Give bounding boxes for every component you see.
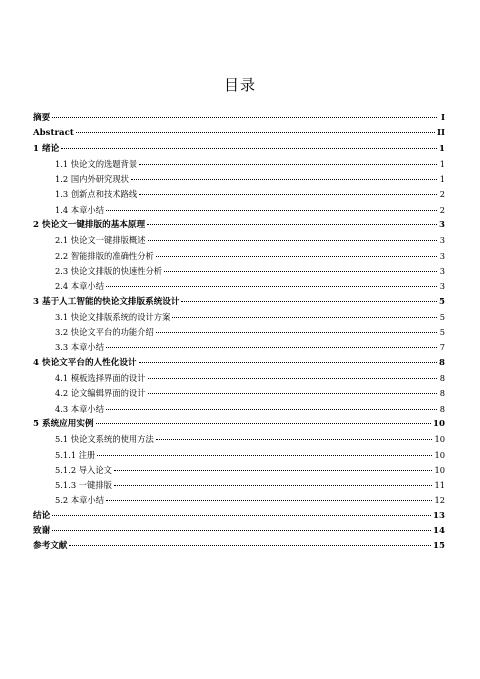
toc-entry-page-number: 15 [433, 541, 445, 552]
toc-entry[interactable] [33, 126, 445, 141]
toc-dot-leader [164, 271, 437, 272]
toc-entry-label: Abstract [33, 128, 74, 139]
toc-entry-page-number: 13 [433, 510, 445, 521]
toc-entry[interactable] [33, 142, 445, 157]
toc-entry[interactable] [33, 203, 445, 218]
toc-dot-leader [172, 317, 437, 318]
toc-entry[interactable] [33, 539, 445, 554]
toc-entry-label: 2.3 快论文排版的快速性分析 [55, 265, 163, 276]
toc-dot-leader [52, 515, 431, 516]
toc-dot-leader [106, 409, 437, 410]
toc-entry[interactable] [33, 463, 445, 478]
toc-entry-page-number: 14 [433, 526, 445, 537]
toc-entry[interactable] [33, 111, 445, 126]
toc-dot-leader [106, 210, 437, 211]
toc-entry-label: 4.3 本章小结 [55, 403, 105, 414]
toc-entry-page-number: 1 [439, 174, 445, 185]
toc-entry-label: 5.1.2 导入论文 [55, 464, 112, 475]
toc-entry-label: 1.2 国内外研究现状 [55, 174, 129, 185]
toc-dot-leader [106, 347, 437, 348]
toc-dot-leader [139, 194, 437, 195]
toc-dot-leader [76, 132, 435, 133]
toc-entry-label: 5.2 本章小结 [55, 495, 105, 506]
toc-entry-page-number: 5 [439, 296, 445, 307]
toc-entry-page-number: 2 [439, 204, 445, 215]
toc-entry-page-number: 1 [439, 143, 445, 154]
toc-dot-leader [148, 240, 437, 241]
toc-entry-label: 结论 [33, 510, 51, 521]
toc-entry-label: 1.4 本章小结 [55, 204, 105, 215]
toc-entry-page-number: 10 [434, 434, 445, 445]
toc-dot-leader [139, 164, 437, 165]
toc-entry[interactable] [33, 478, 445, 493]
toc-entry[interactable] [33, 371, 445, 386]
toc-entry-label: 3 基于人工智能的快论文排版系统设计 [33, 296, 180, 307]
toc-entry-page-number: II [436, 128, 445, 139]
toc-entry-page-number: 8 [439, 373, 445, 384]
toc-entry[interactable] [33, 386, 445, 401]
toc-dot-leader [52, 530, 431, 531]
toc-entry-page-number: 8 [439, 403, 445, 414]
toc-dot-leader [139, 362, 437, 363]
toc-entry-label: 摘要 [33, 113, 51, 123]
toc-entry-page-number: 10 [434, 464, 445, 475]
toc-dot-leader [97, 455, 432, 456]
toc-entry[interactable] [33, 432, 445, 447]
toc-entry-label: 1 绪论 [33, 143, 60, 154]
toc-entry-label: 致谢 [33, 526, 51, 537]
toc-entry[interactable] [33, 249, 445, 264]
toc-dot-leader [106, 500, 432, 501]
toc-entry-page-number: 5 [439, 327, 445, 338]
toc-entry-page-number: 12 [434, 495, 445, 506]
toc-dot-leader [148, 393, 437, 394]
toc-entry-page-number: I [440, 113, 445, 123]
toc-entry-label: 1.3 创新点和技术路线 [55, 189, 138, 200]
toc-entry[interactable] [33, 295, 445, 310]
toc-entry-label: 3.1 快论文排版系统的设计方案 [55, 311, 171, 322]
toc-dot-leader [181, 301, 437, 302]
toc-dot-leader [131, 179, 437, 180]
toc-entry[interactable] [33, 493, 445, 508]
toc-dot-leader [156, 332, 437, 333]
toc-dot-leader [114, 485, 433, 486]
toc-entry-label: 4.1 模板选择界面的设计 [55, 373, 146, 384]
toc-entry-label: 3.2 快论文平台的功能介绍 [55, 327, 154, 338]
toc-dot-leader [69, 545, 431, 546]
toc-dot-leader [106, 286, 437, 287]
toc-entry[interactable] [33, 402, 445, 417]
toc-entry-label: 5 系统应用实例 [33, 418, 94, 429]
toc-entry-label: 5.1.3 一键排版 [55, 480, 112, 491]
toc-entry-page-number: 8 [439, 388, 445, 399]
toc-entry-label: 5.1.1 注册 [55, 449, 96, 460]
toc-entry[interactable] [33, 187, 445, 202]
toc-entry-page-number: 3 [439, 220, 445, 231]
toc-entry-label: 2.4 本章小结 [55, 281, 105, 292]
toc-entry-label: 2.2 智能排版的准确性分析 [55, 250, 154, 261]
toc-entry[interactable] [33, 310, 445, 325]
toc-entry[interactable] [33, 524, 445, 539]
toc-entry-label: 3.3 本章小结 [55, 342, 105, 353]
toc-entry-label: 2.1 快论文一键排版概述 [55, 235, 146, 246]
toc-entry-label: 5.1 快论文系统的使用方法 [55, 434, 154, 445]
toc-entry-label: 1.1 快论文的选题背景 [55, 158, 138, 169]
toc-entry[interactable] [33, 157, 445, 172]
toc-dot-leader [96, 423, 431, 424]
toc-entry[interactable] [33, 448, 445, 463]
toc-entry[interactable] [33, 264, 445, 279]
toc-dot-leader [61, 148, 437, 149]
toc-entry[interactable] [33, 509, 445, 524]
toc-entry[interactable] [33, 417, 445, 432]
toc-entry-label: 2 快论文一键排版的基本原理 [33, 220, 146, 231]
toc-entry[interactable] [33, 218, 445, 233]
toc-entry-page-number: 10 [434, 449, 445, 460]
table-of-contents [33, 111, 445, 555]
toc-dot-leader [147, 224, 437, 225]
toc-entry[interactable] [33, 325, 445, 340]
toc-entry-page-number: 3 [439, 281, 445, 292]
toc-entry-label: 4.2 论文编辑界面的设计 [55, 388, 146, 399]
toc-entry-page-number: 7 [439, 342, 445, 353]
toc-title: 目录 [223, 76, 256, 94]
toc-entry-page-number: 11 [434, 480, 445, 491]
toc-entry[interactable] [33, 340, 445, 355]
toc-entry[interactable] [33, 279, 445, 294]
toc-entry-page-number: 5 [439, 311, 445, 322]
toc-entry-page-number: 10 [433, 418, 445, 429]
toc-entry-label: 4 快论文平台的人性化设计 [33, 357, 137, 368]
toc-entry-page-number: 3 [439, 265, 445, 276]
toc-dot-leader [114, 470, 433, 471]
toc-entry[interactable] [33, 356, 445, 371]
toc-entry-page-number: 2 [439, 189, 445, 200]
toc-entry-page-number: 3 [439, 235, 445, 246]
toc-dot-leader [52, 117, 437, 118]
toc-dot-leader [156, 256, 437, 257]
toc-entry-label: 参考文献 [33, 541, 68, 552]
toc-dot-leader [156, 439, 433, 440]
toc-dot-leader [148, 378, 437, 379]
toc-entry-page-number: 1 [439, 158, 445, 169]
toc-entry[interactable] [33, 233, 445, 248]
toc-entry-page-number: 8 [439, 357, 445, 368]
toc-entry[interactable] [33, 172, 445, 187]
toc-entry-page-number: 3 [439, 250, 445, 261]
